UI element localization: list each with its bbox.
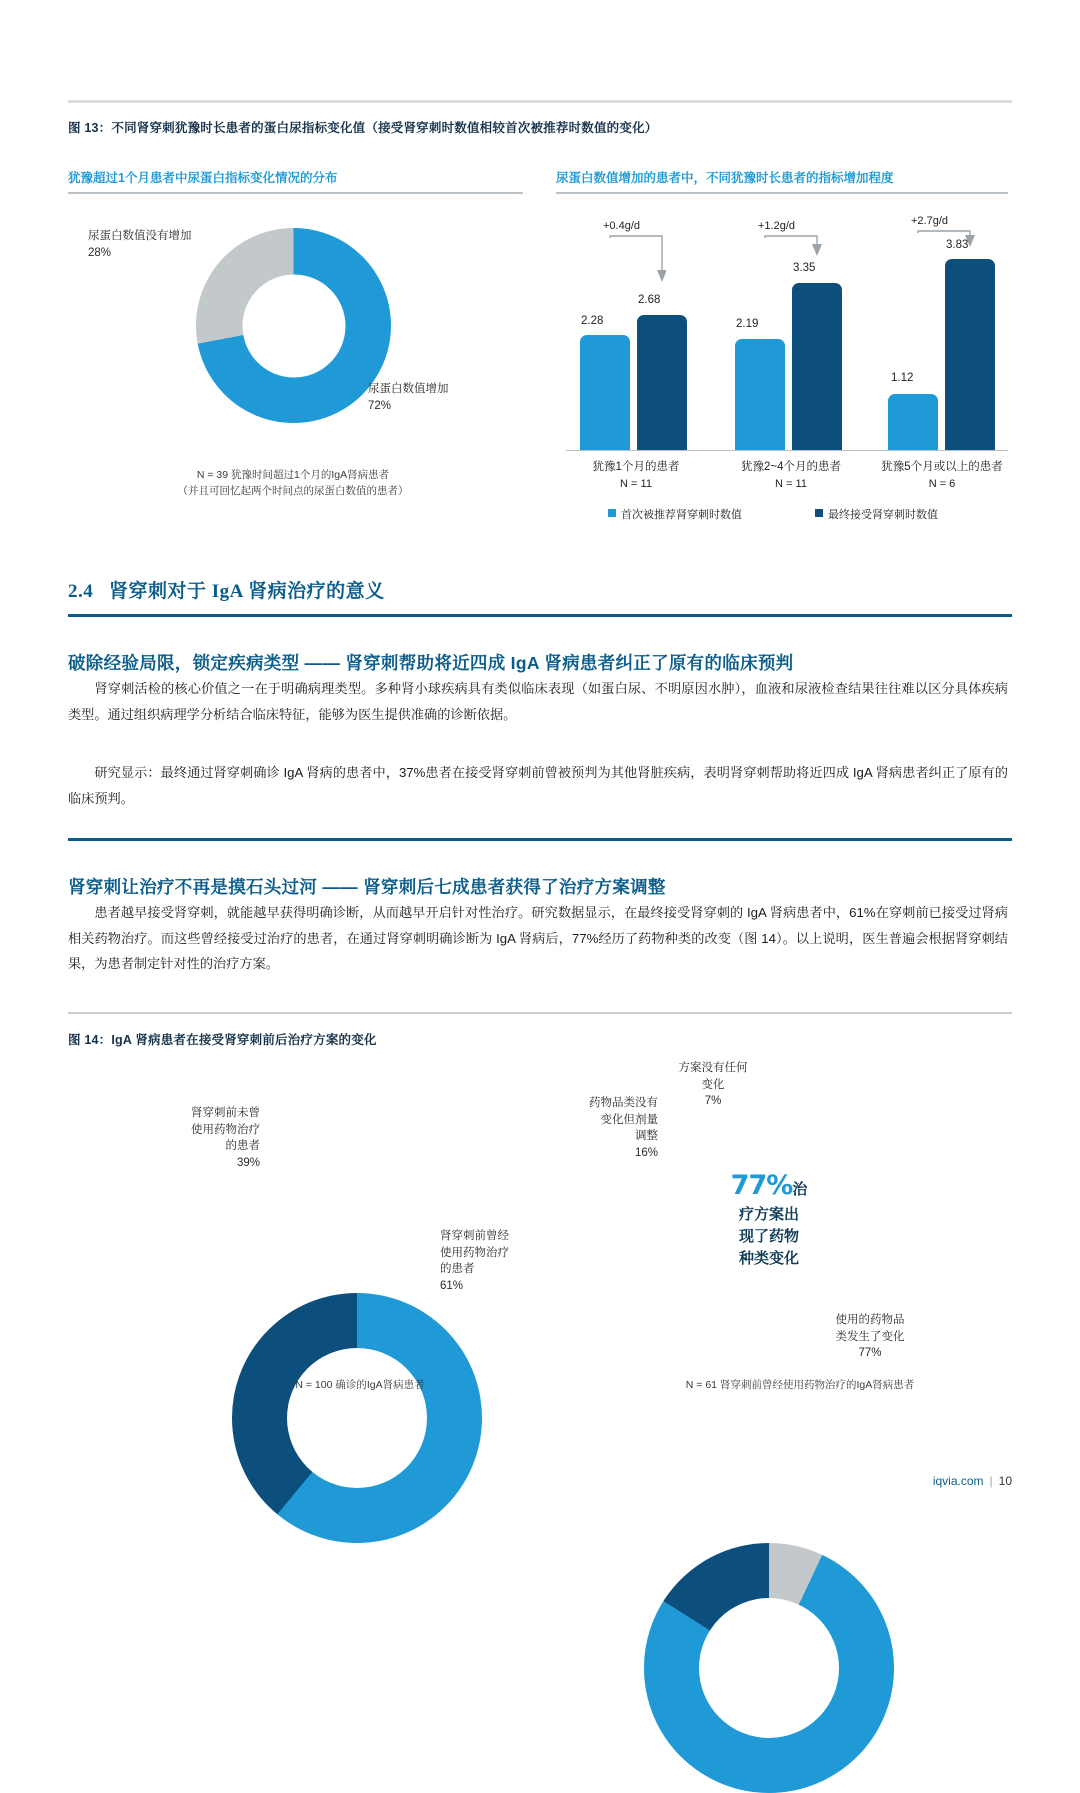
label-value: 16% <box>634 1147 658 1160</box>
section-number: 2.4 <box>68 580 94 602</box>
slice-label-value: 28% <box>88 246 112 259</box>
bar-value-g2-first: 2.19 <box>736 318 759 330</box>
note-line-2: （并且可回忆起两个时间点的尿蛋白数值的患者） <box>177 484 409 497</box>
figure14-right-label-no-change <box>648 1060 778 1110</box>
group-label-2: 犹豫2~4个月的患者 <box>740 461 841 473</box>
figure13-right-panel-heading: 尿蛋白数值增加的患者中，不同犹豫时长患者的指标增加程度 <box>556 171 894 185</box>
bar-value-g1-final: 2.68 <box>638 294 661 306</box>
figure14-right-donut <box>644 1543 894 1793</box>
label-line-2: 变化 <box>701 1078 725 1091</box>
delta-g1: +0.4g/d <box>603 220 641 232</box>
bar-value-g2-final: 3.35 <box>793 262 816 274</box>
group-label-3: 犹豫5个月或以上的患者 <box>881 461 1003 473</box>
figure14-right-center-callout <box>668 1168 870 1269</box>
slice-label-value: 72% <box>368 399 392 412</box>
footer-page-number: 10 <box>998 1474 1012 1488</box>
legend-swatch-icon <box>815 509 823 517</box>
center-percentage: 77% <box>730 1170 793 1201</box>
center-text-1: 治 <box>792 1181 808 1198</box>
center-text-2: 疗方案出 <box>738 1206 799 1224</box>
block1-paragraph-1: 肾穿刺活检的核心价值之一在于明确病理类型。多种肾小球疾病具有类似临床表现（如蛋白尿、不明原因水肿），血液和尿液检查结果往往难以区分具体疾病类型。通过组织病理学分析结合临床特征，能够为医生提供准确的诊断依据。 <box>68 681 1008 722</box>
center-text-3: 现了药物 <box>738 1228 799 1246</box>
legend-final <box>815 506 938 522</box>
figure13-left-panel-heading: 犹豫超过1个月患者中尿蛋白指标变化情况的分布 <box>68 171 338 185</box>
donut-hole <box>242 274 345 377</box>
group-n-3: N = 6 <box>928 478 956 490</box>
bar-g2-first <box>735 339 785 450</box>
page-footer <box>933 1474 1012 1488</box>
label-line-1: 肾穿刺前曾经 <box>440 1230 509 1242</box>
bar-value-g1-first: 2.28 <box>581 315 604 327</box>
slice-label-text: 尿蛋白数值没有增加 <box>88 230 192 242</box>
label-line-2: 类发生了变化 <box>835 1330 905 1343</box>
delta-g3: +2.7g/d <box>911 215 949 227</box>
delta-arrow-g3 <box>914 229 980 253</box>
label-value: 39% <box>236 1157 260 1170</box>
figure13-slice-label-no-increase <box>88 228 248 261</box>
section-title: 肾穿刺对于 IgA 肾病治疗的意义 <box>109 580 385 602</box>
delta-arrow-g1 <box>606 234 666 292</box>
delta-arrow-g2 <box>761 234 827 262</box>
label-line-1: 肾穿刺前未曾 <box>191 1107 260 1119</box>
figure13-right-panel-header <box>556 168 1008 194</box>
note-line-1: N = 39 犹豫时间超过1个月的IgA肾病患者 <box>196 469 390 481</box>
label-line-2: 使用药物治疗 <box>191 1123 260 1136</box>
label-line-1: 药物品类没有 <box>589 1097 658 1109</box>
slice-label-text: 尿蛋白数值增加 <box>368 383 449 395</box>
label-line-3: 的患者 <box>225 1140 260 1153</box>
donut-hole <box>287 1348 427 1488</box>
figure14-left-label-no-treatment <box>140 1105 260 1172</box>
figure14-right-note: N = 61 肾穿刺前曾经使用药物治疗的IgA肾病患者 <box>685 1379 915 1391</box>
figure14-left-note: N = 100 确诊的IgA肾病患者 <box>295 1379 425 1391</box>
figure14-left-donut <box>232 1293 482 1543</box>
figure14-right-label-drug-class-changed <box>800 1312 940 1362</box>
figure13-left-note <box>78 468 508 500</box>
figure13-left-panel-header <box>68 168 523 194</box>
label-line-2: 变化但剂量 <box>600 1113 658 1126</box>
figure13-x-axis <box>566 450 1008 451</box>
bar-g1-first <box>580 335 630 450</box>
figure13-right-panel-rule <box>556 192 1008 194</box>
group-n-2: N = 11 <box>775 478 807 490</box>
figure13-left-panel-rule <box>68 192 523 194</box>
donut-hole <box>699 1598 839 1738</box>
block1-paragraph-2: 研究显示：最终通过肾穿刺确诊 IgA 肾病的患者中，37%患者在接受肾穿刺前曾被预判为其他肾脏疾病，表明肾穿刺帮助将近四成 IgA 肾病患者纠正了原有的临床预判。 <box>68 765 1008 806</box>
figure14-title: 图 14：IgA 肾病患者在接受肾穿刺前后治疗方案的变化 <box>68 1033 377 1047</box>
delta-g2: +1.2g/d <box>758 220 796 232</box>
label-line-1: 方案没有任何 <box>678 1062 748 1074</box>
bar-g3-final <box>945 259 995 450</box>
block2-paragraph-1: 患者越早接受肾穿刺，就能越早获得明确诊断，从而越早开启针对性治疗。研究数据显示，在最终接受肾穿刺的 IgA 肾病患者中，61%在穿刺前已接受过肾病相关药物治疗。而这些曾经接受过治疗的患者，在通过肾穿刺明确诊断为 IgA 肾病后，77%经历了药物种类的改变（图 14）。以上说明，医生普遍会根据肾穿刺结果，为患者制定针对性的治疗方案。 <box>68 905 1008 972</box>
label-value: 77% <box>858 1347 882 1360</box>
bar-g3-first <box>888 394 938 450</box>
legend-label: 最终接受肾穿刺时数值 <box>828 509 938 521</box>
figure13-top-rule <box>68 100 1012 103</box>
block1-top-rule <box>68 614 1012 617</box>
label-line-1: 使用的药物品 <box>835 1314 905 1326</box>
group-label-1: 犹豫1个月的患者 <box>592 461 680 473</box>
block2-heading: 肾穿刺让治疗不再是摸石头过河 —— 肾穿刺后七成患者获得了治疗方案调整 <box>68 876 666 897</box>
label-line-3: 的患者 <box>440 1263 475 1276</box>
legend-label: 首次被推荐肾穿刺时数值 <box>621 509 742 521</box>
label-value: 61% <box>440 1280 464 1293</box>
label-value: 7% <box>704 1095 722 1108</box>
bar-value-g3-final: 3.83 <box>946 239 969 251</box>
block1-heading: 破除经验局限，锁定疾病类型 —— 肾穿刺帮助将近四成 IgA 肾病患者纠正了原有的临床预判 <box>68 652 794 673</box>
legend-first <box>608 506 742 522</box>
bar-value-g3-first: 1.12 <box>891 372 914 384</box>
figure13-slice-label-increase <box>368 381 528 414</box>
legend-swatch-icon <box>608 509 616 517</box>
figure14-top-rule <box>68 1012 1012 1014</box>
figure13-title: 图 13：不同肾穿刺犹豫时长患者的蛋白尿指标变化值（接受肾穿刺时数值相较首次被推荐时数值的变化） <box>68 121 658 135</box>
bar-g1-final <box>637 315 687 450</box>
figure14-right-label-dose-adjust <box>548 1095 658 1162</box>
figure14-left-label-treated <box>440 1228 560 1295</box>
label-line-3: 调整 <box>635 1130 658 1143</box>
block2-top-rule <box>68 838 1012 841</box>
group-n-1: N = 11 <box>620 478 652 490</box>
footer-separator: | <box>989 1474 993 1488</box>
footer-site: iqvia.com <box>932 1474 984 1488</box>
bar-g2-final <box>792 283 842 450</box>
center-text-4: 种类变化 <box>738 1249 799 1267</box>
section-heading <box>68 576 385 603</box>
label-line-2: 使用药物治疗 <box>440 1246 509 1259</box>
